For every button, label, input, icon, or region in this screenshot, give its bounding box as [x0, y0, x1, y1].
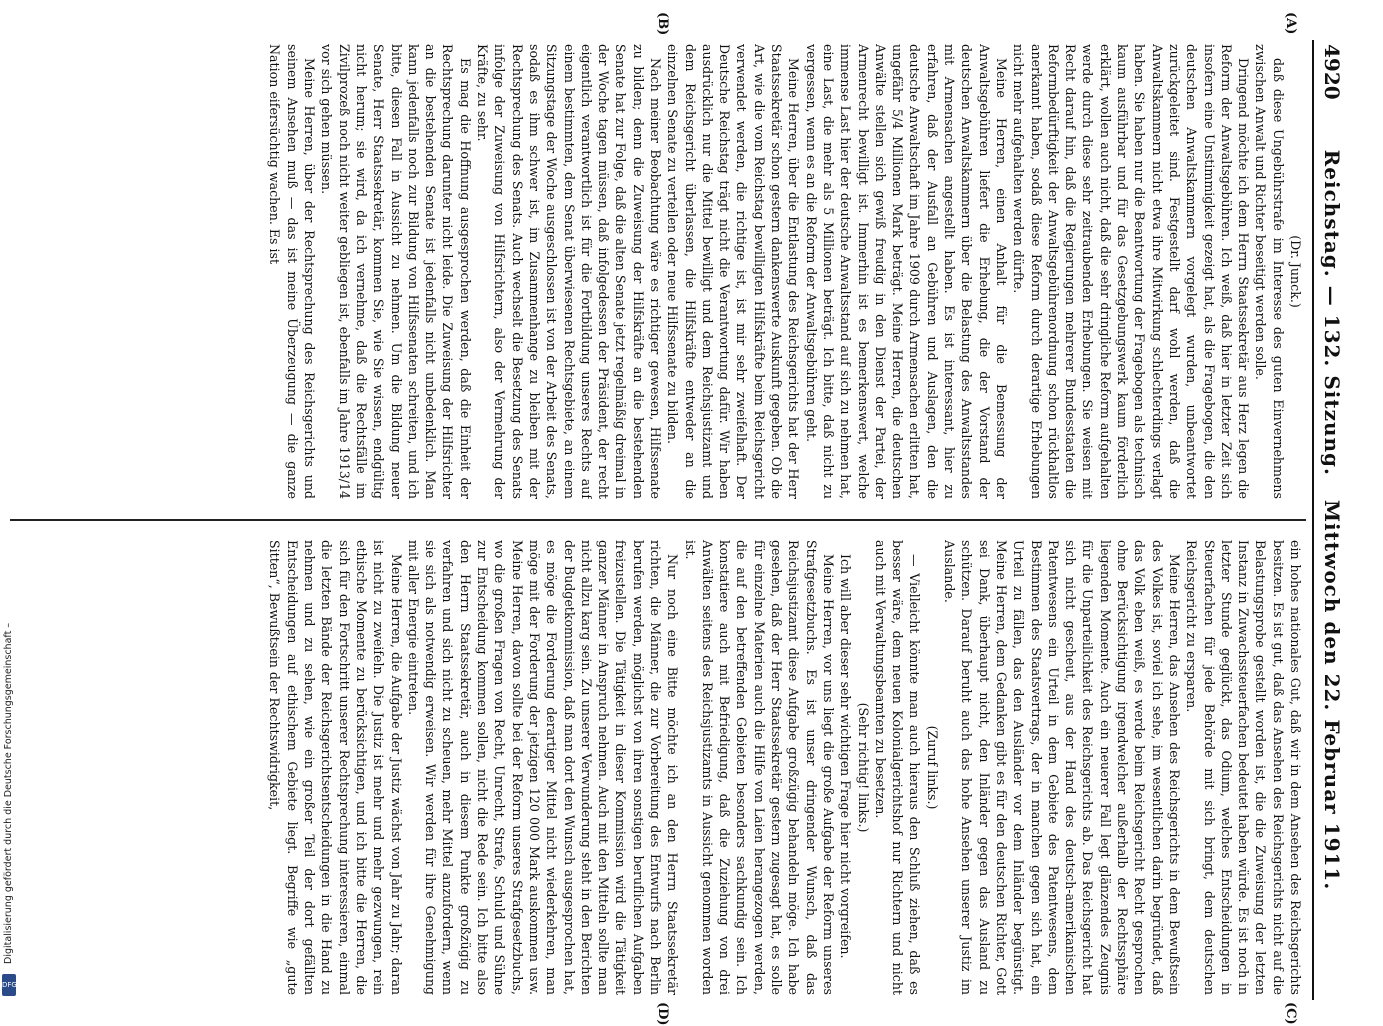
paragraph: daß diese Ungebührstrafe im Interesse des guten Einvernehmens zwischen Anwalt und Richter beseitigt werden solle. — [1253, 44, 1286, 499]
margin-marker-d: (D) — [655, 1002, 670, 1026]
paragraph: — Vielleicht könnte man auch hieraus den Schluß ziehen, daß es besser wäre, dem neuen Kolonialgerichtshof nur Richtern und nicht auch mit Verwaltungsbeamten zu besetzen. — [872, 540, 923, 995]
paragraph: Nur noch eine Bitte möchte ich an den Herrn Staatssekretär richten, die Männer, die zur Vorbereitung des Entwurfs nach Berlin berufen werden, möglichst von ihren sonstigen beruflichen Aufgaben freizustellen. Die Tätigkeit in dieser Kommission wird die Tätigkeit ganzer Männer in Anspruch nehmen. Auch mit den Mitteln sollte man nicht allzu karg sein. Zu unserer Verwunderung steht in den Berichten der Budgetkommission, daß man dort den Wunsch ausgesprochen hat, es möge die Forderung derartiger Mittel nicht wiederkehren, man möge mit der Forderung der jetzigen 120 000 Mark auskommen usw. Meine Herren, davon sollte bei der Reform unseres Strafgesetzbuchs, wo die großen Fragen von Recht, Unrecht, Strafe, Schuld und Sühne zur Entscheidung kommen sollen, nicht die Rede sein. Ich bitte also den Herrn Staatssekretär, auch in diesem Punkte großzügig zu verfahren und sich nicht zu scheuen, mehr Mittel anzufordern, wenn sie sich als notwendig erweisen. Wir werden für ihre Genehmigung mit aller Energie eintreten. — [405, 540, 681, 995]
paragraph: Meine Herren, über der Rechtsprechung des Reichsgerichts und seinem Ansehen muß — das ist meine Überzeugung — die ganze Nation eifersüchtig wachen. Es ist — [267, 44, 318, 499]
paragraph: Meine Herren, die Aufgabe der Justiz wächst von Jahr zu Jahr; daran ist nicht zu zweifeln. Die Justiz ist mehr und mehr gezwungen, rein ethische Momente zu berücksichtigen, und ich bitte die Herren, die sich für den Fortschritt unserer Rechtsprechung interessieren, einmal die letzten Bände der Reichsgerichtsentscheidungen in die Hand zu nehmen und zu sehen, wie ein großer Teil der dort gefällten Entscheidungen auf ethischem Gebiete liegt. Begriffe wie „gute Sitten“, Bewußtsein der Rechtswidrigkeit, — [267, 540, 404, 995]
paragraph: Meine Herren, vor uns liegt die große Aufgabe der Reform unseres Strafgesetzbuchs. Es ist unser dringender Wunsch, daß das Reichsjustizamt diese Aufgabe großzügig behandeln möge. Ich habe gesehen, daß der Herr Staatssekretär gestern zugesagt hat, es solle für einzelne Materien auch die Hilfe von Laien herangezogen werden, die auf den betreffenden Gebieten besonders sachkundig sein. Ich konstatiere auch mit Befriedigung, daß die Zuziehung von drei Anwälten seitens des Reichsjustizamts in Aussicht genommen worden ist. — [682, 540, 836, 995]
paragraph: Meine Herren, das Ansehen des Reichsgerichts in dem Bewußtsein des Volkes ist, soviel ich sehe, im wesentlichen darin begründet, daß das Volk eben weiß, es werde beim Reichsgericht Recht gesprochen ohne Berücksichtigung irgendwelcher außerhalb der Rechtssphäre liegenden Momente. Auch ein neuerer Fall legt glänzendes Zeugnis für die Unparteilichkeit des Reichsgerichts ab. Das Reichsgericht hat sich nicht gescheut, aus der Hand des deutsch-amerikanischen Patentwesens ein Urteil in dem Gebiete des Patentwesens, dem Bestimmen des Staatsvertrags, der in manchen gegen sich hat, ein Urteil zu fällen, das den Ausländer vor dem Inländer begünstigt. Meine Herren, dem Gedanken gibt es für den deutschen Richter, Gott sei Dank, überhaupt nicht, den Inländer gegen das Ausland zu schützen. Darauf beruht auch das hohe Ansehen unserer Justiz im Auslande. — [942, 540, 1182, 995]
page-number: 4920 — [1320, 44, 1344, 100]
paragraph: Meine Herren, einen Anhalt für die Bemessung der Anwaltsgebühren liefert die Erhebung, die der Vorstand der deutschen Anwaltskammern über die Belastung des Anwaltsstandes mit Armensachen angestellt haben. Es ist interessant, hier zu erfahren, daß der Ausfall an Gebühren und Auslagen, den die deutsche Anwaltschaft im Jahre 1909 durch Armensachen erlitten hat, ungefähr 5/4 Millionen Mark beträgt. Meine Herren, die deutschen Anwälte stellen sich gewiß freudig in den Dienst der Partei, der Armenrecht bewilligt ist. Immerhin ist es bemerkenswert, welche immense Last hier der deutsche Anwaltsstand auf sich zu nehmen hat, eine Last, die mehr als 5 Millionen beträgt. Ich bitte, daß nicht zu vergessen, wenn es an die Reform der Anwaltsgebühren geht. — [803, 44, 1009, 499]
session-title — [1320, 40, 1344, 1000]
session-date: Mittwoch den 22. Februar 1911. — [1320, 499, 1344, 891]
margin-marker-a: (A) — [1283, 12, 1298, 35]
paragraph: Es mag die Hoffnung ausgesprochen werden, daß die Einheit der Rechtsprechung darunter nicht leide. Die Zuweisung der Hilfsrichter an die bestehenden Senate ist jedenfalls nicht unbedenklich. Man kann jedenfalls noch zur Bildung von Hilfssenaten schreiten, und ich bitte, diesen Fall in Aussicht zu nehmen. Um die Bildung neuer Senate, Herr Staatssekretär, kommen Sie, wie Sie wissen, endgültig nicht herum; sie wird, da ich vernehme, daß die Rechtsfälle im Zivilprozeß noch nicht weiter gebliegen ist, ebenfalls im Jahre 1913/14 vor sich gehen müssen. — [319, 44, 473, 499]
paragraph: Ich will aber dieser sehr wichtigen Frage hier nicht vorgreifen. — [838, 554, 854, 959]
paragraph: (Zuruf links.) — [924, 725, 940, 810]
paragraph: (Sehr richtig! links.) — [855, 702, 871, 833]
left-text-column — [14, 44, 1304, 499]
margin-marker-c: (C) — [1283, 1002, 1298, 1025]
margin-marker-b: (B) — [655, 12, 670, 36]
dfg-logo-icon: DFG — [2, 974, 16, 996]
session-title-text: Reichstag. — 132. Sitzung. — [1320, 149, 1344, 477]
paragraph: Dringend möchte ich dem Herrn Staatssekretär aus Herz legen die Reform der Anwaltsgebühren. Ich weiß, daß hier in letzter Zeit sich insofern eine Unstimmigkeit gezeigt hat, als die Fragebogen, die den deutschen Anwaltskammern vorgelegt wurden, unbeantwortet zurückgeleitet sind. Festgestellt darf wohl werden, daß die Anwaltskammern nicht etwa ihre Mitwirkung schlechterdings verlagt haben. Sie haben nur die Beantwortung der Fragebogen als technisch kaum ausführbar und für das Gesetzgebungswerk kaum förderlich erklärt, wollen auch nicht, daß die sehr dringliche Reform aufgehalten werde durch diese sehr zeitraubenden Erhebungen. Sie weisen mit Recht darauf hin, daß die Regierungen mehrerer Bundesstaaten die Reformbedürftigkeit der Anwaltsgebührenordnung schon rückhaltlos anerkannt haben, sodaß diese Reform durch derartige Erhebungen nicht mehr aufgehalten werden dürfte. — [1011, 44, 1252, 499]
page-header — [1312, 40, 1350, 1000]
paragraph: Meine Herren, über die Entlastung des Reichsgerichts hat der Herr Staatssekretär schon gestern dankenswerte Auskunft gegeben. Ob die Art, wie die vom Reichstag bewilligten Hilfskräfte beim Reichsgericht verwendet werden, die richtige ist, ist mir sehr zweifelhaft. Der Deutsche Reichstag trägt nicht die Verantwortung dafür. Wir haben ausdrücklich nur die Mittel bewilligt und dem Reichsjustizamt und dem Reichsgericht überlassen, die Hilfskräfte entweder an die einzelnen Senate zu verteilen oder neue Hilfssenate zu bilden. — [665, 44, 802, 499]
rotated-newspaper-page — [0, 12, 1350, 1026]
digitization-caption: Digitalisierung gefördert durch die Deutsche Forschungsgemeinschaft – — [3, 622, 14, 964]
right-text-column — [14, 540, 1304, 995]
paragraph: ein hohes nationales Gut, daß wir in dem Ansehen des Reichsgerichts besitzen. Es ist gut, daß das Ansehen des Reichsgerichts nicht auf die Belastungsprobe gestellt worden ist, die die Zuweisung der letzten Instanz in Zuwachssteuerfachen bedeutet haben würde. Es ist noch in letzter Stunde geglückt, das Odium, welches Entscheidungen in Steuerfachen für jede Behörde mit sich bringt, dem deutschen Reichsgericht zu ersparen. — [1184, 540, 1303, 995]
paragraph: (Dr. Junck.) — [1288, 235, 1303, 308]
paragraph: Nach meiner Beobachtung wäre es richtiger gewesen, Hilfssenate zu bilden; denn die Zuweisung der Hilfskräfte an die bestehenden Senate hat zur Folge, daß die alten Senate jetzt regelmäßig dreimal in der Woche tagen müssen, daß infolgedessen der Präsident, der recht eigentlich verantwortlich ist für die Fortbildung unseres Rechts auf einem bestimmten, dem Senat überwiesenen Rechtsgebiete, an einem Sitzungstage der Woche ausgeschlossen ist von der Arbeit des Senats, sodaß es ihm schwer ist, im Zusammenhange zu bleiben mit der Rechtsprechung des Senats. Auch wechselt die Besetzung des Senats infolge der Zuweisung von Hilfsrichtern, also der Vermehrung der Kräfte, zu sehr. — [475, 44, 664, 499]
column-divider — [10, 519, 1306, 521]
